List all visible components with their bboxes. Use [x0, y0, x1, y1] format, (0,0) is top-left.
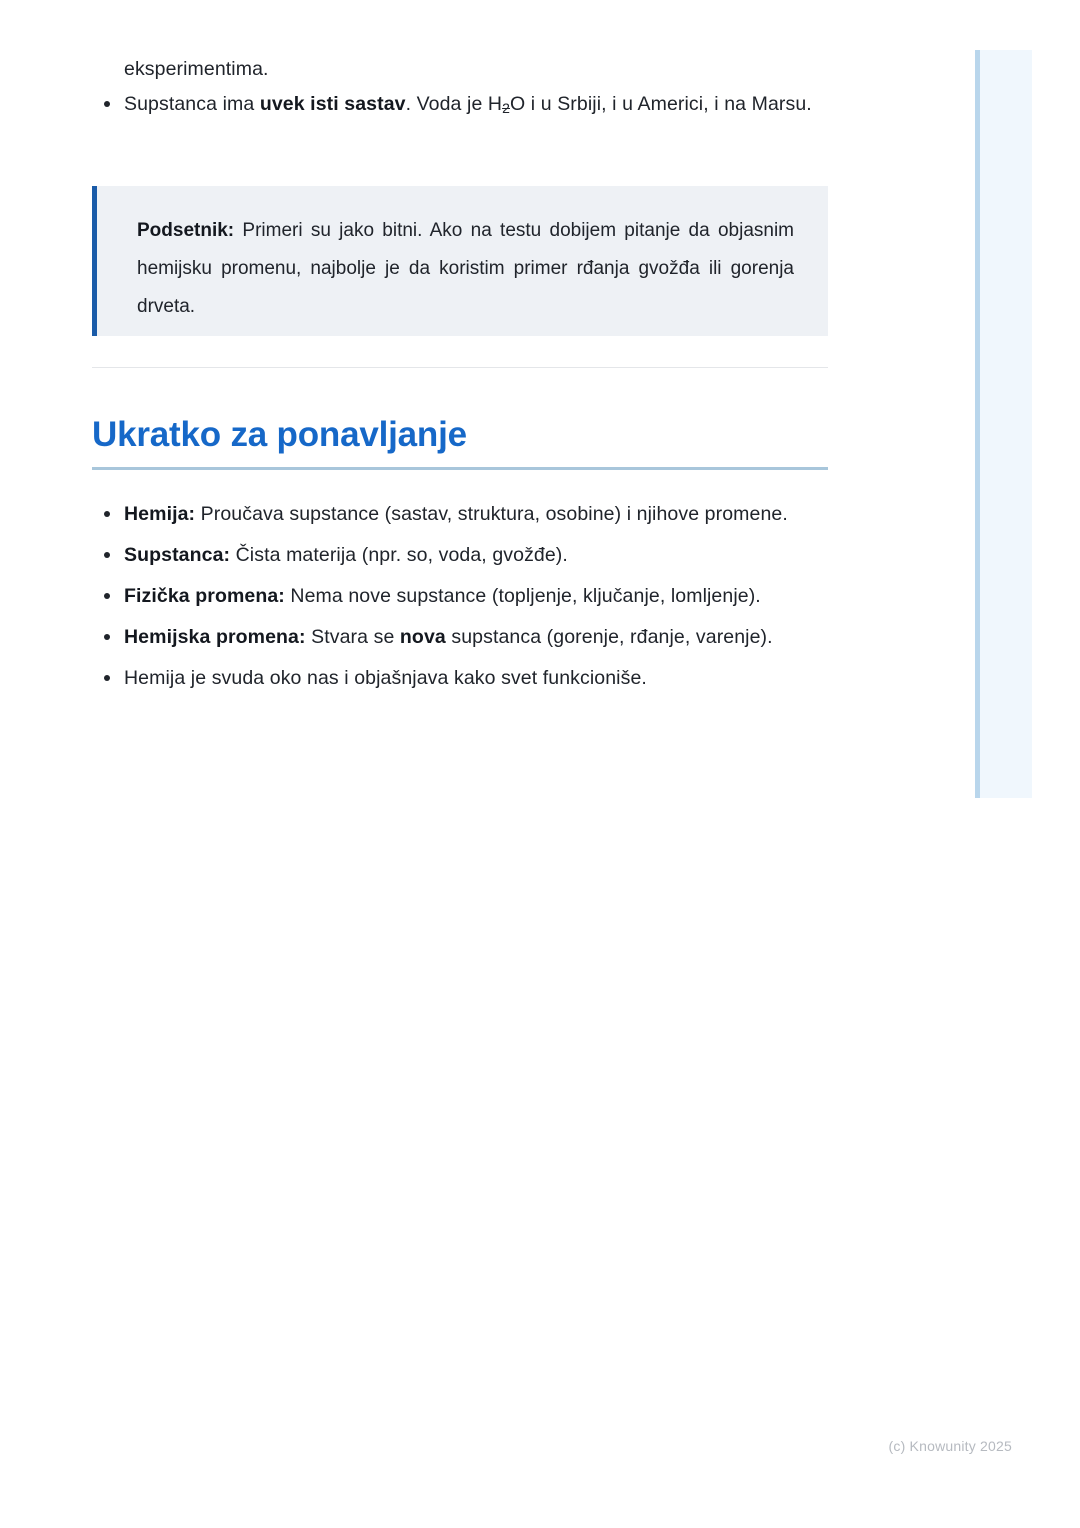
formula-subscript: 2: [502, 100, 510, 117]
text-tail: O i u Srbiji, i u Americi, i na Marsu.: [510, 93, 812, 115]
side-accent-panel: [975, 50, 1032, 798]
list-item: [92, 620, 832, 655]
callout-body: Primeri su jako bitni. Ako na testu dobijem pitanje da objasnim hemijsku promenu, najbolje je da koristim primer rđanja gvožđa ili gorenja drveta.: [137, 220, 794, 317]
list-item-text: [124, 503, 788, 525]
page-title: Ukratko za ponavljanje: [92, 415, 467, 454]
footer-copyright: (c) Knowunity 2025: [888, 1438, 1012, 1454]
list-item: [92, 87, 828, 126]
list-item-definition-after: supstanca (gorenje, rđanje, varenje).: [445, 626, 773, 648]
list-item-definition: Nema nove supstance (topljenje, ključanje, lomljenje).: [284, 585, 761, 607]
text-lead: Supstanca ima: [124, 93, 260, 115]
list-item-term: Hemijska promena:: [124, 626, 306, 648]
section-divider: [92, 367, 828, 368]
bullet-dot-icon: [104, 593, 110, 599]
bullet-dot-icon: [104, 511, 110, 517]
bullet-dot-icon: [104, 552, 110, 558]
bullet-dot-icon: [104, 634, 110, 640]
list-item-definition: Hemija je svuda oko nas i objašnjava kako svet funkcioniše.: [124, 667, 647, 689]
summary-bullet-list: [92, 497, 832, 702]
text-bold: uvek isti sastav: [259, 93, 406, 115]
list-item-text: [124, 93, 812, 115]
list-item-definition: Proučava supstance (sastav, struktura, osobine) i njihove promene.: [195, 503, 788, 525]
text-mid: . Voda je H: [405, 93, 503, 115]
list-item-term: Supstanca:: [124, 544, 231, 566]
list-item-term: Hemija:: [124, 503, 196, 525]
heading-underline: [92, 467, 828, 470]
list-item: [92, 579, 832, 614]
callout-text: [137, 212, 794, 326]
bullet-dot-icon: [104, 101, 110, 107]
list-item-text: [124, 667, 647, 689]
list-item-text: [124, 544, 568, 566]
top-bullet-list: [92, 87, 828, 132]
list-item-text: [124, 626, 773, 648]
reminder-callout: [92, 186, 828, 336]
list-item-term: Fizička promena:: [124, 585, 285, 607]
list-item-definition: Čista materija (npr. so, voda, gvožđe).: [230, 544, 568, 566]
list-item: [92, 661, 832, 696]
list-item: [92, 538, 832, 573]
list-item-definition-before: Stvara se: [305, 626, 400, 648]
bullet-dot-icon: [104, 675, 110, 681]
paragraph-continuation: eksperimentima.: [124, 58, 269, 80]
list-item: [92, 497, 832, 532]
list-item-emphasis: nova: [399, 626, 446, 648]
callout-label: Podsetnik:: [137, 220, 235, 241]
list-item-text: [124, 585, 761, 607]
